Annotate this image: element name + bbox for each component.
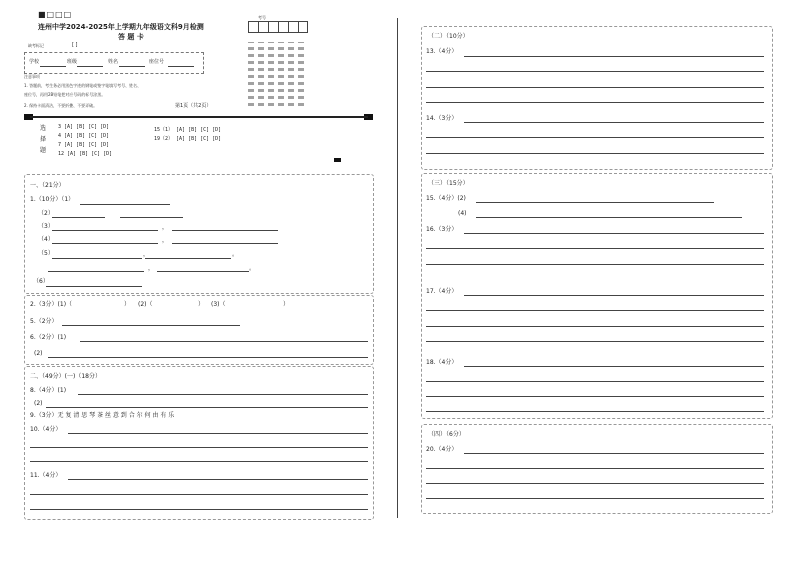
q14-label: 14.（3分） — [426, 115, 458, 122]
q11-line-3[interactable] — [30, 509, 368, 510]
choice-label-3: 题 — [40, 147, 47, 154]
choice-row[interactable]: 4 [A] [B] [C] [D] — [58, 133, 110, 139]
name-label: 姓名 — [108, 59, 119, 65]
q2-close-1: ） — [124, 301, 131, 308]
notes-line-1: 1. 答题前，考生务必用黑色字迹的钢笔或签字笔填写考号、姓名、 — [24, 83, 142, 88]
absent-bracket[interactable]: [ ] — [72, 42, 78, 48]
q1-label: 1.（10分）（1） — [30, 196, 75, 203]
school-label: 学校 — [29, 59, 40, 65]
q10-label: 10.（4分） — [30, 426, 62, 433]
q1-part-3: （3） — [38, 223, 54, 230]
choice-row[interactable]: 3 [A] [B] [C] [D] — [58, 124, 110, 130]
q11-label: 11.（4分） — [30, 472, 62, 479]
q6-part-2: (2) — [34, 350, 43, 357]
q6-2-line[interactable] — [48, 357, 368, 358]
q1-3-line-a[interactable] — [52, 230, 158, 231]
q16-line-2[interactable] — [426, 248, 764, 249]
q16-line-1[interactable] — [464, 233, 764, 234]
q18-label: 18.（4分） — [426, 359, 458, 366]
page-label: 第1页（共2页） — [175, 103, 212, 109]
comma: ， — [162, 224, 169, 231]
choice-label-1: 选 — [40, 125, 47, 132]
q1-part-6: （6） — [33, 278, 49, 285]
q8-label: 8.（4分）(1) — [30, 387, 67, 394]
q13-line-3[interactable] — [426, 87, 764, 88]
section-1-box — [24, 174, 374, 294]
choice-row[interactable]: 19（2） [A] [B] [C] [D] — [154, 136, 222, 142]
q1-part-4: （4） — [38, 236, 54, 243]
q1-5-line-d[interactable] — [157, 271, 249, 272]
seat-label: 座位号 — [149, 59, 165, 65]
section-si-box — [421, 424, 773, 514]
q5-answer-line[interactable] — [62, 325, 240, 326]
q13-line-4[interactable] — [426, 102, 764, 103]
q15-label: 15.（4分）(2) — [426, 195, 466, 202]
q6-label: 6.（2分）(1) — [30, 334, 67, 341]
q11-line-2[interactable] — [30, 494, 368, 495]
section-2-title: 二、（49分）(一)（18分） — [30, 373, 101, 380]
notes-line-2: 座位号，再用2B铅笔把对应号码的标号涂黑。 — [24, 92, 106, 97]
q1-4-line-b[interactable] — [172, 243, 278, 244]
q20-line-2[interactable] — [426, 468, 764, 469]
comma: ， — [143, 251, 150, 258]
q1-answer-line[interactable] — [80, 204, 170, 205]
choice-marker — [334, 158, 341, 162]
choice-row[interactable]: 15（1） [A] [B] [C] [D] — [154, 127, 222, 133]
q1-5-line-c[interactable] — [48, 271, 144, 272]
page-separator — [397, 18, 398, 518]
exam-number-bubble-grid[interactable] — [248, 42, 306, 110]
q2-part-2: (2)（ — [138, 301, 153, 308]
absent-label: 缺考标记 — [28, 43, 44, 48]
q1-part-5: （5） — [38, 250, 54, 257]
q1-4-line-a[interactable] — [52, 243, 158, 244]
q18-line-3[interactable] — [426, 396, 764, 397]
class-label: 班级 — [67, 59, 78, 65]
q10-line-2[interactable] — [30, 447, 368, 448]
section-2-box — [24, 366, 374, 520]
q2-label: 2.（3分）(1)（ — [30, 301, 73, 308]
exam-number-boxes[interactable] — [248, 21, 308, 33]
q15-4-line[interactable] — [476, 217, 742, 218]
q15-part-4: (4) — [458, 210, 467, 217]
q18-line-2[interactable] — [426, 381, 764, 382]
q10-line-3[interactable] — [30, 461, 368, 462]
q20-label: 20.（4分） — [426, 446, 458, 453]
q13-line-1[interactable] — [464, 56, 764, 57]
q14-line-3[interactable] — [426, 153, 764, 154]
q15-2-line[interactable] — [476, 202, 714, 203]
class-field[interactable] — [77, 66, 103, 67]
q13-line-2[interactable] — [426, 71, 764, 72]
section-si-title: （四）（6分） — [428, 431, 465, 438]
q8-1-line[interactable] — [78, 394, 368, 395]
notes-line-3: 2. 保持卡面清洁，不要折叠、不要弄破。 — [24, 103, 98, 108]
q17-label: 17.（4分） — [426, 288, 458, 295]
section-san-title: （三）（15分） — [428, 180, 469, 187]
q2-close-3: ） — [283, 301, 290, 308]
q1-6-line[interactable] — [46, 286, 142, 287]
section-er-box — [421, 26, 773, 170]
corner-marks: ■□□□ — [38, 10, 73, 19]
q2-close-2: ） — [198, 301, 205, 308]
exam-title: 连州中学2024-2025年上学期九年级语文科9月检测 — [38, 23, 204, 31]
q1-2-line-a[interactable] — [52, 217, 105, 218]
q14-line-2[interactable] — [426, 137, 764, 138]
q17-line-1[interactable] — [464, 295, 764, 296]
q20-line-1[interactable] — [464, 453, 764, 454]
period: 。 — [249, 265, 256, 272]
q17-line-4[interactable] — [426, 341, 764, 342]
q6-1-line[interactable] — [80, 341, 368, 342]
q18-line-1[interactable] — [464, 366, 764, 367]
q18-line-4[interactable] — [426, 411, 764, 412]
section-san-box — [421, 173, 773, 419]
choice-row[interactable]: 12 [A] [B] [C] [D] — [58, 151, 113, 157]
q8-2-line[interactable] — [46, 407, 368, 408]
q17-line-2[interactable] — [426, 310, 764, 311]
period: 。 — [232, 251, 239, 258]
q20-line-3[interactable] — [426, 483, 764, 484]
q13-label: 13.（4分） — [426, 48, 458, 55]
q1-5-line-b[interactable] — [145, 258, 231, 259]
answer-sheet-subtitle: 答 题 卡 — [118, 33, 144, 41]
q17-line-3[interactable] — [426, 326, 764, 327]
q8-part-2: (2) — [34, 400, 43, 407]
q1-part-2: （2） — [38, 210, 54, 217]
q1-3-line-b[interactable] — [172, 230, 278, 231]
q14-line-1[interactable] — [464, 122, 764, 123]
seat-field[interactable] — [168, 66, 194, 67]
comma: ， — [162, 237, 169, 244]
q1-5-line-a[interactable] — [52, 258, 142, 259]
choice-label-2: 择 — [40, 136, 47, 143]
comma: ， — [148, 265, 155, 272]
q5-label: 5.（2分） — [30, 318, 58, 325]
q2-part-3: (3)（ — [211, 301, 226, 308]
section-divider — [30, 116, 368, 118]
q9-label: 9.（3分）无 复 清 思 琴 茶 丝 意 到 合 尔 何 由 有 乐 — [30, 412, 175, 419]
school-field[interactable] — [40, 66, 66, 67]
exam-number-label: 考号 — [258, 15, 266, 20]
section-er-title: （二）（10分） — [428, 33, 469, 40]
q10-line-1[interactable] — [68, 433, 368, 434]
name-field[interactable] — [119, 66, 145, 67]
q16-line-3[interactable] — [426, 264, 764, 265]
q16-label: 16.（3分） — [426, 226, 458, 233]
q1-2-line-b[interactable] — [120, 217, 183, 218]
section-1-title: 一、（21分） — [30, 182, 65, 189]
q20-line-4[interactable] — [426, 498, 764, 499]
notes-title: 注意事项 — [24, 74, 40, 79]
q11-line-1[interactable] — [68, 479, 368, 480]
choice-row[interactable]: 7 [A] [B] [C] [D] — [58, 142, 110, 148]
